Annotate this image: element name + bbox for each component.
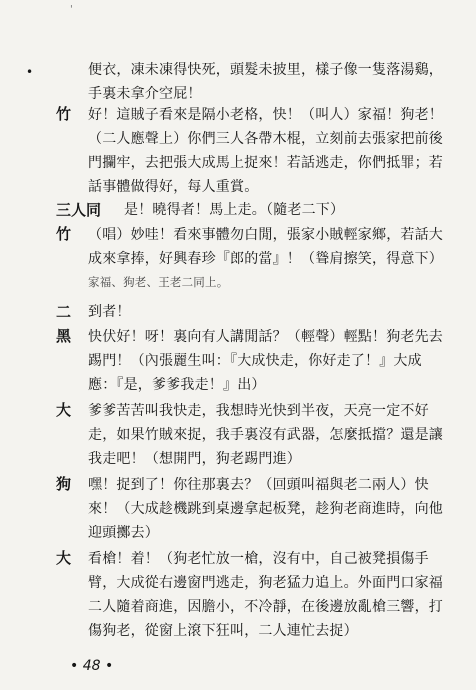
text-line: 臂，大成從右邊窗門逃走，狗老猛力追上。外面門口家福 xyxy=(88,575,443,591)
text-line: 看槍！着！（狗老忙放一槍，沒有中，自己被凳損傷手 xyxy=(88,551,429,567)
text-line: 踢門！（內張麗生叫：『大成快走，你好走了！』大成 xyxy=(88,353,422,369)
text-line: 是！曉得者！馬上走。（隨老二下） xyxy=(124,202,345,218)
text-line: 應：『是，爹爹我走！』出） xyxy=(88,377,266,393)
text-line: 到者！ xyxy=(88,304,131,320)
speaker-label: 二 xyxy=(56,303,72,321)
speaker-label: 三人同 xyxy=(56,201,102,219)
speaker-label: 黑 xyxy=(56,327,72,345)
text-line: （二人應聲上）你們三人各帶木棍，立刻前去張家把前後 xyxy=(88,131,443,147)
text-line: 門攔牢，去把張大成馬上捉來！若話逃走，你們抵罪；若 xyxy=(88,155,443,171)
speaker-label: 狗 xyxy=(56,475,72,493)
stage-direction: 家福、狗老、王老二同上。 xyxy=(88,275,229,289)
speaker-label: 大 xyxy=(56,549,72,567)
text-line: 迎頭擲去） xyxy=(88,525,159,541)
page-number: • 48 • xyxy=(70,658,114,674)
text-line: 我走吧！（想開門，狗老踢門進） xyxy=(88,451,301,467)
speaker-label: 竹 xyxy=(56,105,72,123)
text-line: 快伏好！呀！裏向有人講閒話？（輕聲）輕點！狗老先去 xyxy=(88,329,443,345)
bullet-mark: • xyxy=(26,65,34,79)
text-line: 手裏未拿介空屁！ xyxy=(88,86,202,102)
text-line: 走，如果竹賊來捉，我手裏沒有武器，怎麼抵擋？還是讓 xyxy=(88,427,443,443)
text-line: 傷狗老，從窗上滾下狂叫，二人連忙去捉） xyxy=(88,623,358,639)
text-line: 好！這賊子看來是隔小老格，快！（叫人）家福！狗老！ xyxy=(88,107,443,123)
text-line: （唱）妙哇！看來事體勿白閒，張家小賊輕家鄉，若話大 xyxy=(88,227,443,243)
text-line: 嘿！捉到了！你往那裏去？（回頭叫福與老二兩人）快 xyxy=(88,477,429,493)
text-line: 話事體做得好，每人重賞。 xyxy=(88,179,259,195)
text-line: 二人隨着商進，因膽小，不冷靜，在後邊放亂槍三響，打 xyxy=(88,599,443,615)
speaker-label: 竹 xyxy=(56,225,72,243)
text-line: 成來拿捧，好興春珍『郎的當』！（聳肩擦笑，得意下） xyxy=(88,251,443,267)
top-mark: ' xyxy=(70,4,73,15)
text-line: 便衣，凍未凍得快死，頭髮未披里，樣子像一隻落湯鷄， xyxy=(88,62,443,78)
text-line: 來！（大成趁機跳到桌邊拿起板凳，趁狗老商進時，向他 xyxy=(88,501,443,517)
speaker-label: 大 xyxy=(56,401,72,419)
text-line: 爹爹苦苦叫我快走，我想時光快到半夜，天亮一定不好 xyxy=(88,403,429,419)
